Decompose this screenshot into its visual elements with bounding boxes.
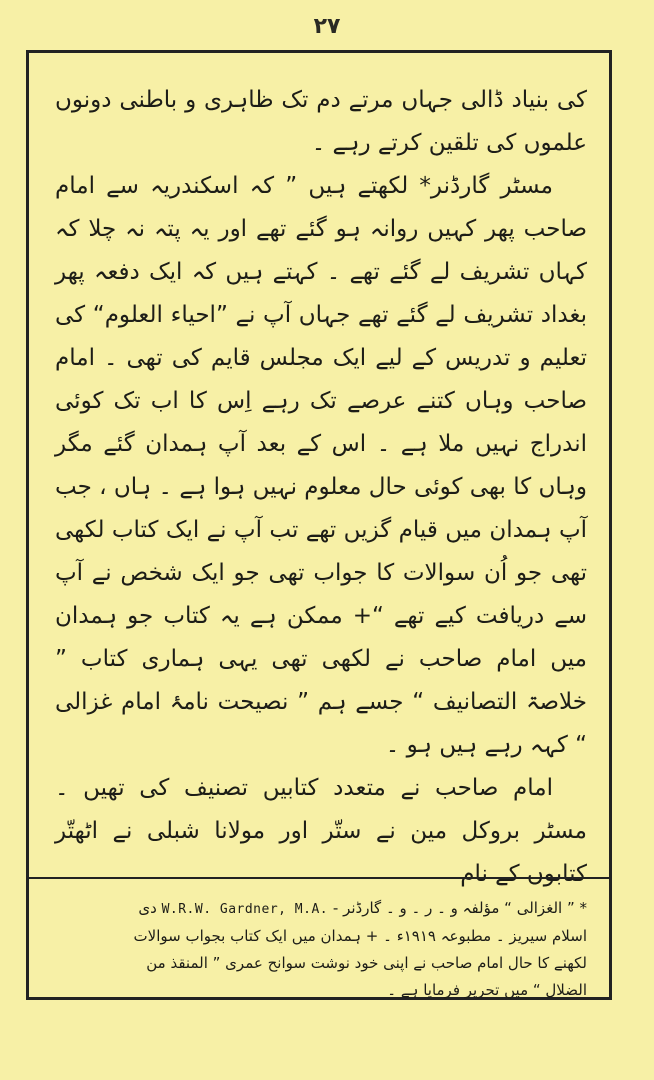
footnote-latin-author: W.R.W. Gardner, M.A. — [161, 902, 329, 917]
page-frame — [26, 50, 612, 1000]
paragraph: مسٹر گارڈنر* لکھتے ہیں ” کہ اسکندریہ سے امام صاحب پھر کہیں روانہ ہو گئے تھے اور یہ پتہ نہ چلا کہ کہاں تشریف لے گئے تھے ۔ کہتے ہیں کہ ایک دفعہ پھر بغداد تشریف لے گئے تھے جہاں آپ نے ”احیاء العلوم“ کی تعلیم و تدریس کے لیے ایک مجلس قایم کی تھی ۔ امام صاحب وہاں کتنے عرصے تک رہے اِس کا اب تک کوئی اندراج نہیں ملا ہے ۔ اس کے بعد آپ ہمدان گئے مگر وہاں کا بھی کوئی حال معلوم نہیں ہوا ہے ۔ ہاں ، جب آپ ہمدان میں قیام گزیں تھے تب آپ نے ایک کتاب لکھی تھی جو اُن سوالات کا جواب تھی جو ایک شخص نے آپ سے دریافت کیے تھے “+ ممکن ہے یہ کتاب جو ہمدان میں امام صاحب نے لکھی تھی یہی ہماری کتاب ” خلاصۃ التصانیف “ جسے ہم ” نصیحت نامۂ امام غزالی “ کہہ رہے ہیں ہو ۔ — [55, 173, 587, 758]
footnote-line: الضلال “ میں تحریر فرمایا ہے ۔ — [387, 981, 587, 999]
footnote-line: * ” الغزالی “ مؤلفہ و ۔ ر ۔ و ۔ گارڈنر - W.R.W. Gardner, M.A. دی — [57, 895, 587, 923]
body-text — [55, 79, 587, 896]
footnote-divider — [29, 877, 609, 879]
footnote — [57, 895, 587, 1004]
paragraph: کی بنیاد ڈالی جہاں مرتے دم تک ظاہری و باطنی دونوں علموں کی تلقین کرتے رہے ۔ — [55, 87, 587, 156]
footnote-text: * ” الغزالی “ مؤلفہ و ۔ ر ۔ و ۔ گارڈنر — [343, 899, 587, 917]
paragraph: امام صاحب نے متعدد کتابیں تصنیف کی تھیں ۔ مسٹر بروکل مین نے ستّر اور مولانا شبلی نے اٹھتّر کتابوں کے نام — [55, 775, 587, 887]
footnote-text: دی — [138, 899, 157, 917]
footnote-line: لکھنے کا حال امام صاحب نے اپنی خود نوشت سوانح عمری ” المنقذ من — [146, 954, 587, 972]
page-number: ۲۷ — [313, 14, 341, 39]
footnote-line: اسلام سیریز ۔ مطبوعہ ۱۹۱۹ء ۔ + ہمدان میں ایک کتاب بجواب سوالات — [133, 927, 587, 945]
